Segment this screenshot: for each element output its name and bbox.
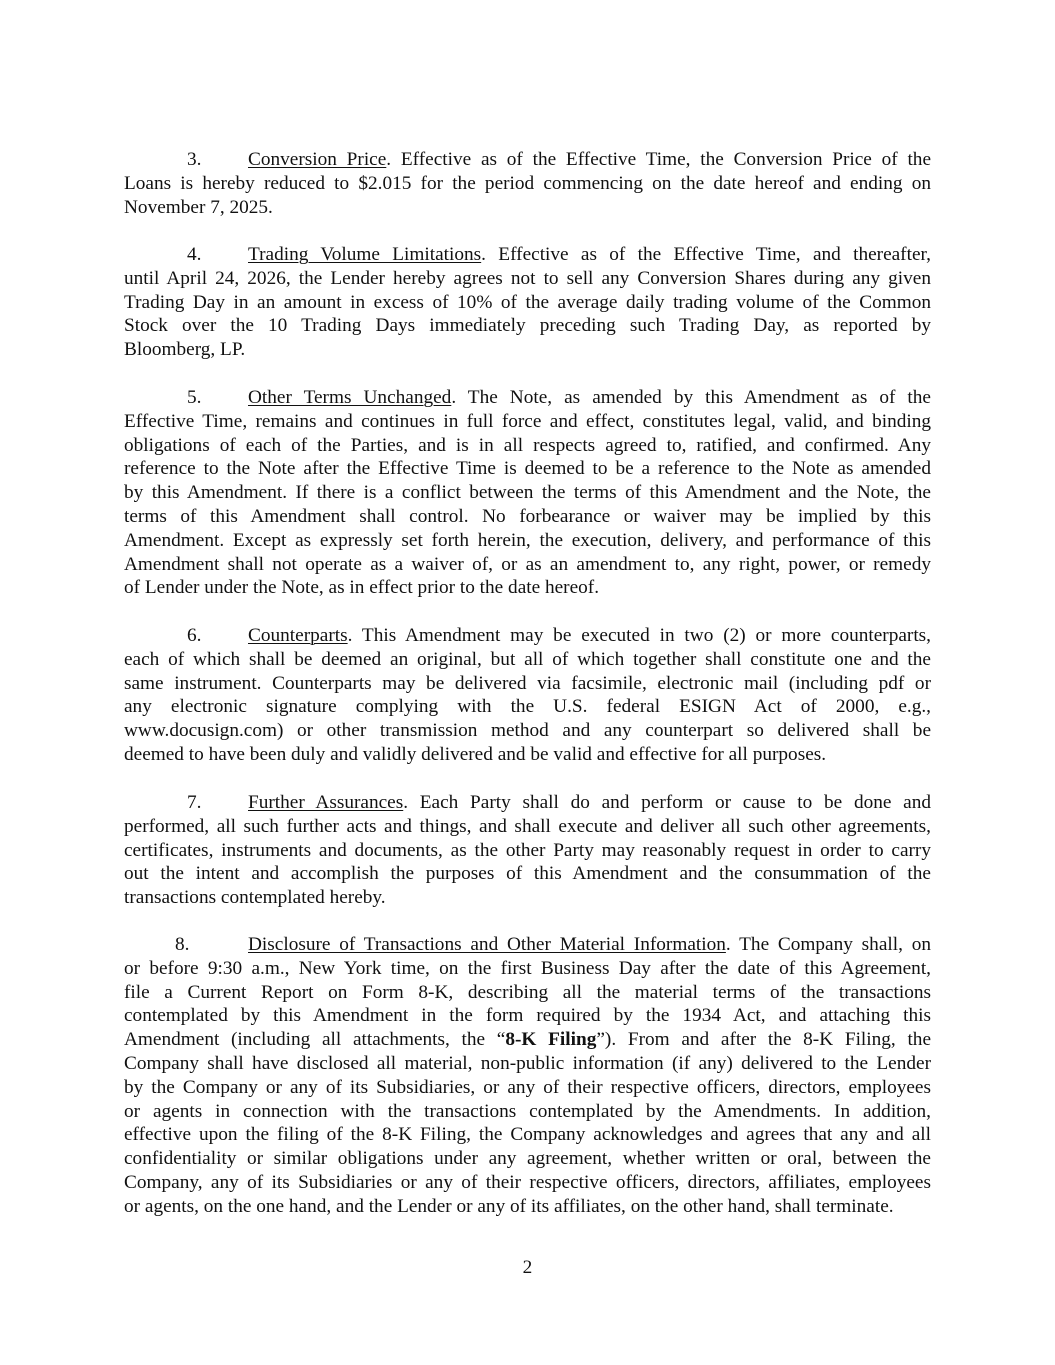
section-heading: Trading Volume Limitations (248, 244, 482, 265)
section-conversion-price: 3. Conversion Price. Effective as of the Effective Time, the Conversion Price of the Loans is hereby reduced to $2.015 for the period commencing on the date hereof and ending on November 7, 2025. (124, 149, 932, 218)
section-heading: Further Assurances (248, 792, 404, 813)
defined-term: 8-K Filing (505, 1029, 597, 1051)
section-heading: Counterparts (248, 625, 348, 646)
section-counterparts: 6. Counterparts. This Amendment may be executed in two (2) or more counterparts, each of which shall be deemed an original, but all of which together shall constitute one and the same instrument. Counterparts may be delivered via facsimile, electronic mail (including pdf or any electronic signature complying with the U.S. federal ESIGN Act of 2000, e.g., www.docusign.com) or other transmission method and any counterpart so delivered shall be deemed to have been duly and validly delivered and be valid and effective for all purposes. (124, 625, 931, 765)
section-heading: Disclosure of Transactions and Other Material Information (248, 934, 726, 955)
section-number: 6. (187, 625, 202, 646)
page-number: 2 (522, 1257, 533, 1278)
section-heading: Conversion Price (248, 149, 387, 170)
section-number: 8. (175, 934, 190, 955)
section-other-terms-unchanged: 5. Other Terms Unchanged. The Note, as amended by this Amendment as of the Effective Time, remains and continues in full force and effect, constitutes legal, valid, and binding obligations of each of the Parties, and is in all respects agreed to, ratified, and confirmed. Any reference to the Note after the Effective Time is deemed to be a reference to the Note as amended by this Amendment. If there is a conflict between the terms of this Amendment and the Note, the terms of this Amendment shall control. No forbearance or waiver may be implied by this Amendment. Except as expressly set forth herein, the execution, delivery, and performance of this Amendment shall not operate as a waiver of, or as an amendment to, any right, power, or remedy of Lender under the Note, as in effect prior to the date hereof. (124, 387, 931, 599)
section-number: 5. (187, 387, 202, 408)
section-number: 3. (187, 149, 202, 170)
section-number: 7. (187, 792, 202, 813)
section-number: 4. (187, 244, 202, 265)
section-further-assurances: 7. Further Assurances. Each Party shall do and perform or cause to be done and performed, all such further acts and things, and shall execute and deliver all such other agreements, certificates, instruments and documents, as the other Party may reasonably request in order to carry out the intent and accomplish the purposes of this Amendment and the consummation of the transactions contemplated hereby. (124, 792, 931, 909)
section-trading-volume-limitations: 4. Trading Volume Limitations. Effective as of the Effective Time, and thereafter, until April 24, 2026, the Lender hereby agrees not to sell any Conversion Shares during any given Trading Day in an amount in excess of 10% of the average daily trading volume of the Common Stock over the 10 Trading Days immediately preceding such Trading Day, as reported by Bloomberg, LP. (124, 244, 931, 361)
section-heading: Other Terms Unchanged (248, 387, 452, 408)
section-disclosure-of-transactions: 8. Disclosure of Transactions and Other Material Information. The Company shall, on or before 9:30 a.m., New York time, on the first Business Day after the date of this Agreement, file a Current Report on Form 8-K, describing all the material terms of the transactions contemplated by this Amendment in the form required by the 1934 Act, and attaching this Amendment (including all attachments, the “8-K Filing”). From and after the 8-K Filing, the Company shall have disclosed all material, non-public information (if any) delivered to the Lender by the Company or any of its Subsidiaries, or any of their respective officers, directors, employees or agents in connection with the transactions contemplated by the Amendments. In addition, effective upon the filing of the 8-K Filing, the Company acknowledges and agrees that any and all confidentiality or similar obligations under any agreement, whether written or oral, between the Company, any of its Subsidiaries or any of their respective officers, directors, affiliates, employees or agents, on the one hand, and the Lender or any of its affiliates, on the other hand, shall terminate. (124, 934, 931, 1217)
